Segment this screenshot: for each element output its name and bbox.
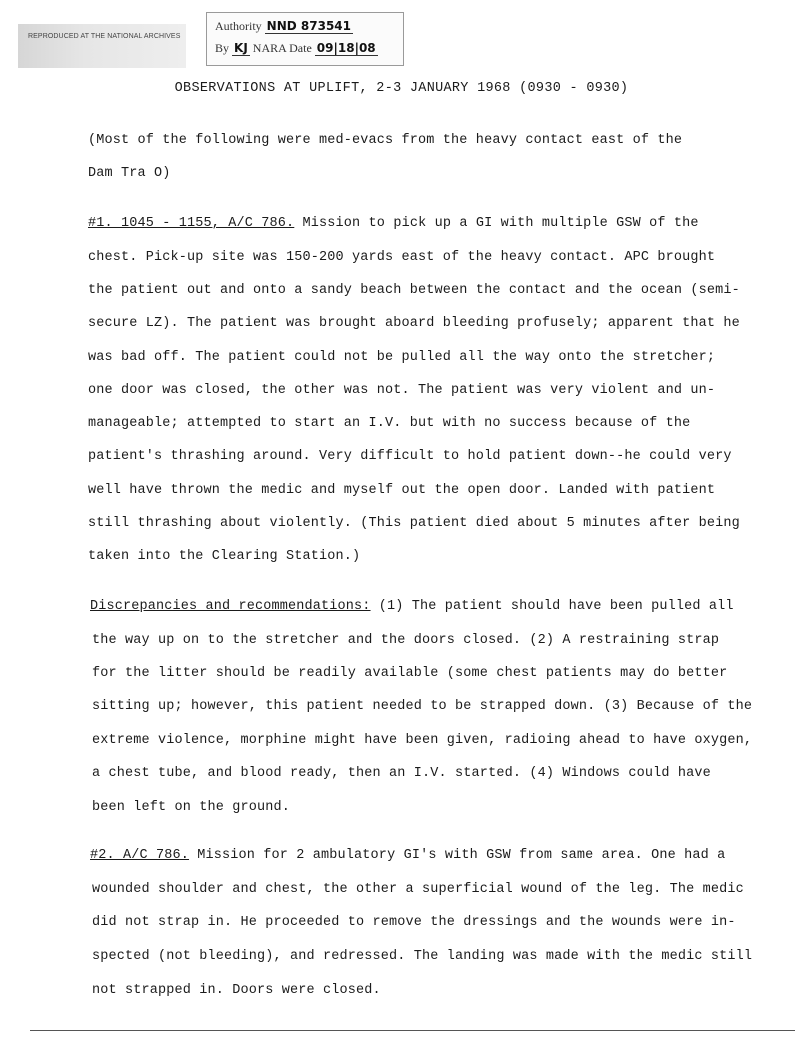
discrepancies-line: been left on the ground. [92,800,291,815]
mission2-line: not strapped in. Doors were closed. [92,983,381,998]
by-label: By [215,41,230,55]
authority-row [215,19,353,34]
mission1-line: one door was closed, the other was not. The patient was very violent and un- [88,383,716,398]
mission2-line: spected (not bleeding), and redressed. The landing was made with the medic still [92,949,753,964]
mission1-line: patient's thrashing around. Very difficult to hold patient down--he could very [88,449,732,464]
mission1-line: still thrashing about violently. (This patient died about 5 minutes after being [88,516,740,531]
authority-value: NND 873541 [266,19,351,33]
reviewer-initials: KJ [234,41,248,55]
mission2-heading: #2. A/C 786. [90,848,190,863]
mission2-line: Mission for 2 ambulatory GI's with GSW from same area. One had a [189,848,726,863]
nara-date-value: 09|18|08 [316,41,376,55]
archive-stamp-text: REPRODUCED AT THE NATIONAL ARCHIVES [28,33,181,40]
mission1-first-line [88,216,699,231]
mission1-line: Mission to pick up a GI with multiple GSW of the [294,216,699,231]
mission2-first-line [90,848,725,863]
mission2-line: wounded shoulder and chest, the other a superficial wound of the leg. The medic [92,882,744,897]
mission1-line: manageable; attempted to start an I.V. but with no success because of the [88,416,691,431]
nara-date-label: NARA Date [252,41,312,55]
declassification-box [206,12,404,66]
discrepancies-line: for the litter should be readily available (some chest patients may do better [92,666,728,681]
mission1-line: secure LZ). The patient was brought aboard bleeding profusely; apparent that he [88,316,740,331]
discrepancies-line: the way up on to the stretcher and the doors closed. (2) A restraining strap [92,633,720,648]
mission1-line: was bad off. The patient could not be pulled all the way onto the stretcher; [88,350,716,365]
intro-line: Dam Tra O) [88,166,171,181]
mission1-heading: #1. 1045 - 1155, A/C 786. [88,216,295,231]
discrepancies-heading: Discrepancies and recommendations: [90,599,371,614]
mission2-line: did not strap in. He proceeded to remove the dressings and the wounds were in- [92,915,736,930]
discrepancies-line: sitting up; however, this patient needed to be strapped down. (3) Because of the [92,699,753,714]
mission1-line: the patient out and onto a sandy beach between the contact and the ocean (semi- [88,283,740,298]
mission1-line: well have thrown the medic and myself out the open door. Landed with patient [88,483,716,498]
mission1-line: chest. Pick-up site was 150-200 yards east of the heavy contact. APC brought [88,250,716,265]
intro-line: (Most of the following were med-evacs from the heavy contact east of the [88,133,683,148]
page-bottom-rule [30,1030,795,1031]
discrepancies-line: a chest tube, and blood ready, then an I.V. started. (4) Windows could have [92,766,711,781]
discrepancies-line: extreme violence, morphine might have been given, radioing ahead to have oxygen, [92,733,753,748]
mission1-line: taken into the Clearing Station.) [88,549,361,564]
page-title: OBSERVATIONS AT UPLIFT, 2-3 JANUARY 1968 (0930 - 0930) [174,81,629,96]
discrepancies-line: (1) The patient should have been pulled all [370,599,734,614]
reviewer-row [215,41,378,56]
national-archives-stamp [18,24,186,68]
discrepancies-first-line [90,599,734,614]
authority-label: Authority [215,19,262,33]
